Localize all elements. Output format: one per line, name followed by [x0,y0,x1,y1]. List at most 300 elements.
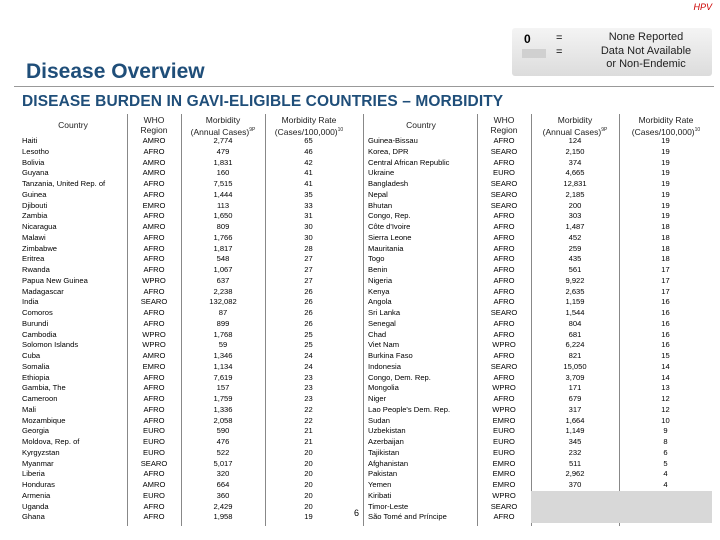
left-header-who-region [128,115,180,135]
morbidity-cell: 200 [568,200,582,210]
table-row [366,383,712,394]
morbidity-cell: 15,050 [563,361,587,371]
country-cell: Zambia [22,211,48,221]
table-row [366,405,712,416]
country-cell: Azerbaijan [368,437,404,446]
morbidity-cell: 232 [568,447,582,457]
rate-cell: 16 [661,297,670,307]
morbidity-cell: 370 [568,480,582,489]
morbidity-cell: 804 [568,318,582,328]
region-cell: AFRO [143,179,165,188]
region-cell: AFRO [143,211,165,221]
country-cell: Congo, Dem. Rep. [368,372,431,382]
morbidity-cell: 12,831 [563,179,587,188]
rate-cell: 20 [304,480,313,489]
right-header-morbidity [532,115,618,137]
right-header-who: WHO [493,115,515,125]
morbidity-cell: 2,774 [213,136,233,145]
region-cell: SEARO [140,297,168,307]
rate-cell: 27 [304,265,313,274]
rate-cell: 20 [304,501,313,511]
table-row [20,147,352,158]
region-cell: EMRO [492,415,516,425]
table-row [366,426,712,437]
left-header-region: Region [140,125,168,135]
morbidity-cell: 522 [216,447,230,457]
rate-cell: 16 [661,308,670,317]
country-cell: Haiti [22,136,38,145]
morbidity-cell: 1,759 [213,394,233,403]
morbidity-cell: 899 [216,318,230,328]
region-cell: WPRO [492,383,516,393]
table-row [20,405,352,416]
left-header-morbidity-sup: 9P [249,127,256,133]
country-cell: Cuba [22,351,41,360]
legend-line-3: or Non-Endemic [606,58,686,70]
rate-cell: 19 [304,512,313,522]
table-row [20,362,352,373]
morbidity-cell: 320 [216,469,230,479]
rate-cell: 16 [661,340,670,350]
table-row [20,340,352,351]
morbidity-cell: 132,082 [209,297,237,307]
rate-cell: 26 [304,286,313,296]
country-cell: Pakistan [368,469,398,479]
table-row [366,502,712,513]
morbidity-cell: 171 [568,383,582,393]
morbidity-cell: 637 [216,275,230,285]
region-cell: SEARO [490,146,518,156]
region-cell: EURO [493,437,515,446]
table-row [366,491,712,502]
region-cell: AFRO [143,318,165,328]
morbidity-cell: 124 [568,136,582,145]
country-cell: Madagascar [22,286,64,296]
legend-zero-symbol: 0 [524,32,531,46]
country-cell: Georgia [22,426,50,436]
country-cell: Senegal [368,318,396,328]
rate-cell: 5 [663,458,668,468]
table-row [366,201,712,212]
right-header-who-region [478,115,530,135]
table-row [366,330,712,341]
region-cell: SEARO [490,189,518,199]
table-row [20,319,352,330]
country-cell: Honduras [22,480,55,489]
rate-cell: 19 [661,146,670,156]
table-row [366,287,712,298]
country-cell: Ghana [22,512,45,522]
legend-equals-2: = [556,46,563,58]
country-cell: Papua New Guinea [22,275,88,285]
country-cell: Kenya [368,286,390,296]
country-cell: Ukraine [368,168,395,178]
table-row [366,437,712,448]
table-row [20,448,352,459]
table-row [20,265,352,276]
morbidity-cell: 1,487 [565,222,585,231]
table-row [20,158,352,169]
hpv-tag: HPV [693,2,712,12]
morbidity-cell: 2,185 [565,189,585,199]
rate-cell: 41 [304,168,313,178]
morbidity-cell: 2,962 [565,469,585,479]
region-cell: AFRO [143,146,165,156]
region-cell: AFRO [493,211,515,221]
rate-cell: 19 [661,157,670,167]
morbidity-cell: 87 [218,308,228,317]
morbidity-cell: 259 [568,243,582,253]
morbidity-cell [531,491,619,502]
country-cell: Guinea [22,189,47,199]
left-header-rate-line1: Morbidity Rate [281,115,337,125]
region-cell: EMRO [142,361,166,371]
rate-cell: 18 [661,222,670,231]
region-cell: SEARO [490,308,518,317]
legend-line-1: None Reported [608,31,684,43]
right-header-country: Country [406,120,436,130]
rate-cell: 4 [663,469,668,479]
table-row [366,276,712,287]
table-row [366,340,712,351]
morbidity-cell: 2,238 [213,286,233,296]
morbidity-cell: 5,017 [213,458,233,468]
right-header-rate-sup: 10 [694,127,701,133]
morbidity-cell: 345 [568,437,582,446]
region-cell: AFRO [493,297,515,307]
table-row [20,437,352,448]
country-cell: Malawi [22,232,46,242]
region-cell: AFRO [493,372,515,382]
table-row [20,287,352,298]
region-cell: WPRO [492,404,516,414]
rate-cell: 17 [661,275,670,285]
table-row [366,373,712,384]
morbidity-cell: 113 [216,200,230,210]
rate-cell: 41 [304,179,313,188]
region-cell: AFRO [143,512,165,522]
rate-cell: 10 [661,415,670,425]
table-row [366,211,712,222]
country-cell: Niger [368,394,387,403]
country-cell: Solomon Islands [22,340,79,350]
region-cell: SEARO [490,179,518,188]
country-cell: Tanzania, United Rep. of [22,179,106,188]
country-cell: Nigeria [368,275,393,285]
table-row [20,254,352,265]
rate-cell: 19 [661,168,670,178]
rate-cell: 12 [661,394,670,403]
table-row [20,512,352,523]
morbidity-cell: 561 [568,265,582,274]
rate-cell: 14 [661,361,670,371]
table-row [366,244,712,255]
rate-cell: 26 [304,297,313,307]
rate-cell: 46 [304,146,313,156]
rate-cell: 6 [663,447,668,457]
table-row [20,190,352,201]
region-cell: EURO [493,447,515,457]
morbidity-cell: 1,346 [213,351,233,360]
morbidity-cell: 664 [216,480,230,489]
rate-cell: 15 [661,351,670,360]
rate-cell: 20 [304,458,313,468]
table-row [20,168,352,179]
morbidity-cell: 1,134 [213,361,233,371]
country-cell: Afghanistan [368,458,409,468]
rate-cell: 35 [304,189,313,199]
region-cell: EMRO [492,458,516,468]
rate-cell: 30 [304,222,313,231]
region-cell: AFRO [143,308,165,317]
table-row [20,222,352,233]
table-row [366,319,712,330]
region-cell: WPRO [492,340,516,350]
morbidity-cell: 679 [568,394,582,403]
morbidity-cell: 3,709 [565,372,585,382]
region-cell: AMRO [142,157,166,167]
table-row [20,276,352,287]
table-row [20,351,352,362]
region-cell: AFRO [143,286,165,296]
region-cell: AFRO [493,265,515,274]
left-header-rate-sup: 10 [337,127,344,133]
country-cell: Sri Lanka [368,308,401,317]
region-cell: EMRO [142,200,166,210]
rate-cell: 17 [661,265,670,274]
region-cell: AFRO [493,157,515,167]
country-cell: Sierra Leone [368,232,412,242]
table-row [366,168,712,179]
table-row [20,426,352,437]
morbidity-cell: 1,817 [213,243,233,253]
center-divider [363,114,364,526]
country-cell: Congo, Rep. [368,211,411,221]
region-cell: SEARO [490,200,518,210]
table-row [20,297,352,308]
rate-cell: 23 [304,372,313,382]
table-row [20,480,352,491]
rate-cell: 30 [304,232,313,242]
region-cell: AMRO [142,222,166,231]
left-header-morbidity-unit: (Annual Cases) [190,126,250,137]
rate-cell: 31 [304,211,313,221]
morbidity-cell: 479 [216,146,230,156]
country-cell: Chad [368,329,387,339]
rate-cell: 26 [304,318,313,328]
region-cell: AFRO [493,243,515,253]
table-row [366,351,712,362]
table-row [366,459,712,470]
rate-cell: 24 [304,361,313,371]
region-cell: AFRO [493,351,515,360]
country-cell: Indonesia [368,361,401,371]
country-cell: Rwanda [22,265,50,274]
table-row [366,158,712,169]
rate-cell: 16 [661,329,670,339]
country-cell: São Tomé and Príncipe [368,512,447,522]
country-cell: Gambia, The [22,383,66,393]
table-row [366,222,712,233]
region-cell: EURO [493,168,515,178]
region-cell: EMRO [492,480,516,489]
morbidity-cell: 157 [216,383,230,393]
morbidity-cell: 160 [216,168,230,178]
country-cell: Timor-Leste [368,501,409,511]
region-cell: AFRO [143,383,165,393]
region-cell: WPRO [492,490,516,500]
table-row [366,265,712,276]
table-row [20,330,352,341]
rate-cell [619,512,712,523]
table-row [20,416,352,427]
country-cell: Kyrgyzstan [22,447,60,457]
region-cell: AFRO [143,394,165,403]
region-cell: AFRO [493,329,515,339]
rate-cell: 19 [661,189,670,199]
country-cell: Uganda [22,501,49,511]
country-cell: Yemen [368,480,392,489]
country-cell: Central African Republic [368,157,450,167]
table-row [366,512,712,523]
rate-cell: 21 [304,426,313,436]
table-row [20,469,352,480]
table-row [20,136,352,147]
morbidity-cell: 374 [568,157,582,167]
morbidity-cell [531,512,619,523]
region-cell: AFRO [143,254,165,264]
left-header-who: WHO [143,115,165,125]
table-row [366,448,712,459]
country-cell: Mali [22,404,36,414]
country-cell: Angola [368,297,392,307]
region-cell: AFRO [143,469,165,479]
country-cell: Sudan [368,415,390,425]
region-cell: AFRO [493,318,515,328]
region-cell: AFRO [143,372,165,382]
morbidity-cell: 1,336 [213,404,233,414]
rate-cell: 18 [661,232,670,242]
morbidity-cell: 511 [568,458,582,468]
table-row [20,201,352,212]
morbidity-cell: 1,159 [565,297,585,307]
rate-cell: 13 [661,383,670,393]
morbidity-cell: 303 [568,211,582,221]
region-cell: AFRO [143,404,165,414]
morbidity-cell: 9,922 [565,275,585,285]
region-cell: AFRO [493,136,515,145]
country-cell: Côte d'Ivoire [368,222,411,231]
rate-cell: 19 [661,179,670,188]
country-cell: Burkina Faso [368,351,413,360]
rate-cell: 16 [661,318,670,328]
table-row [20,211,352,222]
title-divider [14,86,714,87]
region-cell: EURO [143,437,165,446]
rate-cell: 8 [663,437,668,446]
rate-cell: 27 [304,275,313,285]
table-row [366,362,712,373]
right-header-region: Region [490,125,518,135]
table-row [366,394,712,405]
country-cell: Myanmar [22,458,54,468]
country-cell: Moldova, Rep. of [22,437,80,446]
country-cell: Bolivia [22,157,45,167]
country-cell: Mozambique [22,415,66,425]
left-header-country: Country [58,120,88,130]
table-row [20,459,352,470]
morbidity-cell: 809 [216,222,230,231]
morbidity-cell: 360 [216,490,230,500]
rate-cell: 19 [661,136,670,145]
table-row [366,179,712,190]
country-cell: Bangladesh [368,179,409,188]
rate-cell: 20 [304,447,313,457]
country-cell: Lao People's Dem. Rep. [368,404,451,414]
left-header-morbidity [182,115,264,137]
right-header-rate [620,115,712,137]
morbidity-cell: 1,958 [213,512,233,522]
country-cell: Djibouti [22,200,48,210]
morbidity-cell: 1,067 [213,265,233,274]
region-cell: SEARO [140,458,168,468]
region-cell: AMRO [142,480,166,489]
table-row [366,469,712,480]
country-cell: Zimbabwe [22,243,58,253]
rate-cell: 23 [304,383,313,393]
rate-cell: 27 [304,254,313,264]
rate-cell: 21 [304,437,313,446]
country-cell: Korea, DPR [368,146,409,156]
rate-cell: 20 [304,469,313,479]
region-cell: AFRO [143,189,165,199]
morbidity-cell: 4,665 [565,168,585,178]
country-cell: Lesotho [22,146,50,156]
table-row [366,308,712,319]
country-cell: Uzbekistan [368,426,406,436]
rate-cell: 22 [304,415,313,425]
rate-cell: 19 [661,200,670,210]
rate-cell: 14 [661,372,670,382]
region-cell: AFRO [493,222,515,231]
region-cell: EMRO [492,469,516,479]
table-row [20,233,352,244]
country-cell: Togo [368,254,385,264]
country-cell: Burundi [22,318,49,328]
right-header-rate-line1: Morbidity Rate [638,115,694,125]
region-cell: AFRO [143,232,165,242]
country-cell: India [22,297,39,307]
rate-cell: 18 [661,243,670,253]
region-cell: AMRO [142,351,166,360]
country-cell: Eritrea [22,254,45,264]
page-title: Disease Overview [26,60,205,83]
rate-cell: 65 [304,136,313,145]
country-cell: Guinea-Bissau [368,136,418,145]
rate-cell: 22 [304,404,313,414]
morbidity-cell: 1,650 [213,211,233,221]
region-cell: SEARO [490,501,518,511]
rate-cell: 28 [304,243,313,253]
rate-cell: 26 [304,308,313,317]
morbidity-cell: 590 [216,426,230,436]
table-row [20,383,352,394]
morbidity-cell: 681 [568,329,582,339]
right-header-morbidity-line1: Morbidity [557,115,593,125]
table-row [366,297,712,308]
rate-cell: 25 [304,329,313,339]
country-cell: Comoros [22,308,53,317]
